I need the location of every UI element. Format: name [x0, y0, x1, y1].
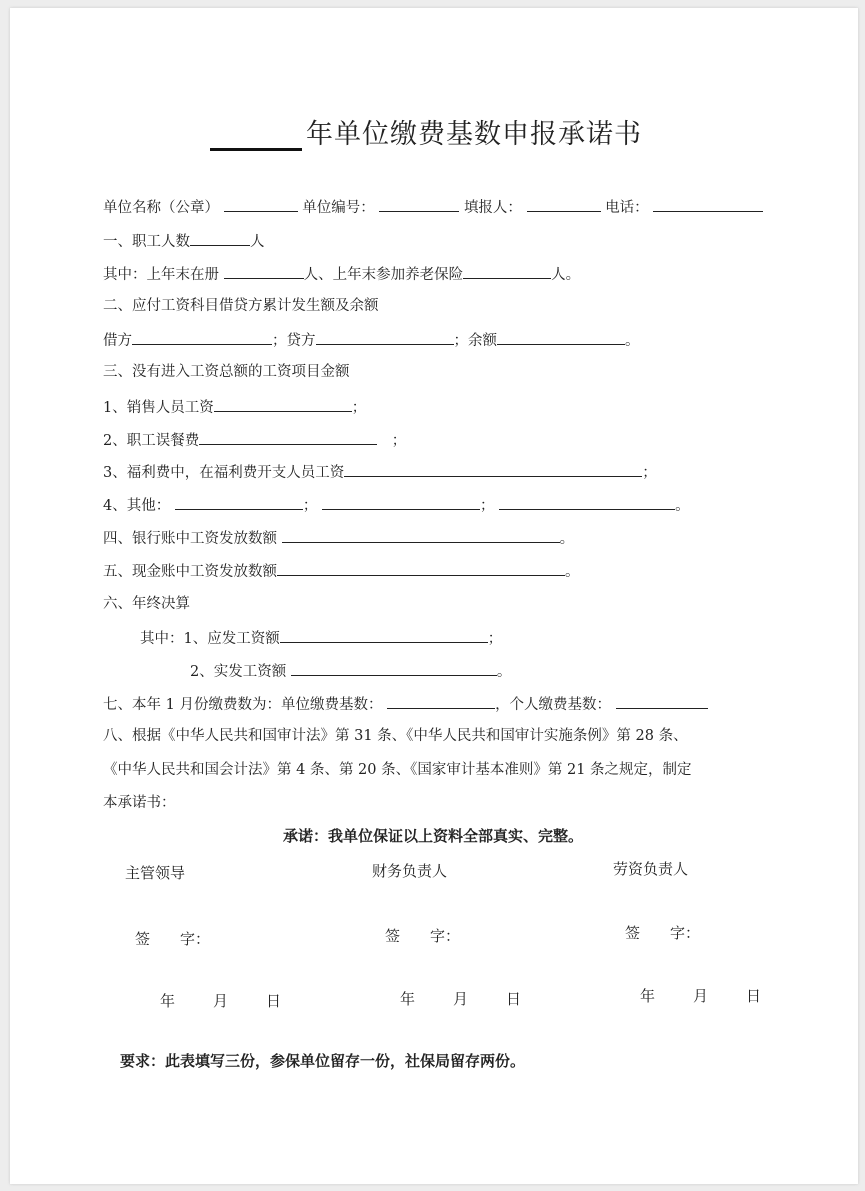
- unit-base-field[interactable]: [387, 693, 495, 709]
- promise-statement: 承诺：我单位保证以上资料全部真实、完整。: [283, 827, 584, 845]
- section6-sub1: [140, 627, 502, 649]
- finance-label: 财务负责人: [372, 862, 448, 880]
- leader-signature-field[interactable]: 签 字：: [135, 930, 211, 948]
- sales-wage-label: 1、销售人员工资: [103, 400, 214, 416]
- month-label: 月: [693, 987, 709, 1005]
- finance-signature-field[interactable]: 签 字：: [385, 927, 461, 945]
- item4-end: 。: [675, 498, 690, 514]
- unit-base-label: 七、本年 1 月份缴费数为：单位缴费基数：: [103, 697, 383, 713]
- section5: [103, 560, 580, 582]
- section6-sub2: [190, 660, 511, 682]
- year-label: 年: [400, 990, 416, 1008]
- item3-end: ；: [642, 465, 657, 481]
- section2-amounts: [103, 329, 640, 351]
- finance-date[interactable]: [400, 988, 521, 1009]
- sales-wage-field[interactable]: [214, 396, 352, 412]
- debit-label: 借方: [103, 333, 132, 349]
- section5-end: 。: [565, 564, 580, 580]
- section6-heading: 六、年终决算: [103, 596, 190, 612]
- gross-pay-field[interactable]: [280, 627, 488, 643]
- staff-count-field[interactable]: [190, 230, 250, 246]
- net-pay-label: 2、实发工资额: [190, 664, 287, 680]
- filler-label: 填报人：: [463, 200, 522, 216]
- year-blank[interactable]: [210, 122, 302, 151]
- section1-heading: [103, 230, 265, 252]
- section1-detail: [103, 263, 580, 285]
- credit-field[interactable]: [316, 329, 454, 345]
- month-label: 月: [213, 992, 229, 1010]
- section8-line1: 八、根据《中华人民共和国审计法》第 31 条、《中华人民共和国审计实施条例》第 28 条、: [103, 728, 688, 744]
- unit-no-field[interactable]: [379, 196, 459, 212]
- unit-name-field[interactable]: [224, 196, 298, 212]
- staff-count-label: 一、职工人数: [103, 234, 190, 250]
- unit-no-label: 单位编号：: [302, 200, 375, 216]
- unit-name-label: 单位名称（公章）: [103, 200, 219, 216]
- meal-allowance-label: 2、职工误餐费: [103, 433, 200, 449]
- leader-date[interactable]: [160, 990, 281, 1011]
- filler-field[interactable]: [527, 196, 601, 212]
- gross-pay-label: 其中：1、应发工资额: [140, 631, 280, 647]
- balance-field[interactable]: [497, 329, 625, 345]
- other-field-3[interactable]: [499, 494, 675, 510]
- other-label: 4、其他：: [103, 498, 171, 514]
- cash-wage-label: 五、现金账中工资发放数额: [103, 564, 277, 580]
- section7: [103, 693, 708, 715]
- welfare-wage-field[interactable]: [344, 461, 642, 477]
- labor-label: 劳资负责人: [613, 860, 689, 878]
- month-label: 月: [453, 990, 469, 1008]
- requirement-note: 要求：此表填写三份，参保单位留存一份，社保局留存两份。: [120, 1052, 526, 1070]
- section4-end: 。: [559, 531, 575, 547]
- section3-item2: [103, 429, 406, 451]
- registered-label: 其中：上年末在册: [103, 267, 219, 283]
- personal-base-label: ，个人缴费基数：: [495, 697, 612, 713]
- day-label: 日: [746, 987, 762, 1005]
- pension-count-field[interactable]: [463, 263, 551, 279]
- other-sep-1: ；: [302, 498, 318, 514]
- title-text: 年单位缴费基数申报承诺书: [306, 119, 642, 150]
- section8-line3: 本承诺书：: [103, 795, 176, 811]
- sub1-end: ；: [487, 631, 503, 647]
- credit-label: ；贷方: [272, 333, 316, 349]
- other-field-1[interactable]: [175, 494, 303, 510]
- debit-field[interactable]: [132, 329, 272, 345]
- phone-label: 电话：: [605, 200, 649, 216]
- document-title: [210, 112, 642, 151]
- year-label: 年: [160, 992, 176, 1010]
- section8-line2: 《中华人民共和国会计法》第 4 条、第 20 条、《国家审计基本准则》第 21 条之规定，制定: [103, 762, 692, 778]
- registered-count-field[interactable]: [224, 263, 304, 279]
- day-label: 日: [506, 990, 522, 1008]
- item2-end: ；: [391, 433, 407, 449]
- section4: [103, 527, 574, 549]
- section2-heading: 二、应付工资科目借贷方累计发生额及余额: [103, 298, 379, 314]
- balance-label: ；余额: [453, 333, 497, 349]
- section3-item1: [103, 396, 366, 418]
- labor-signature-field[interactable]: 签 字：: [625, 924, 701, 942]
- section3-item4: [103, 494, 690, 516]
- section3-item3: [103, 461, 657, 483]
- pension-label: 人、上年末参加养老保险: [303, 267, 464, 283]
- day-label: 日: [266, 992, 282, 1010]
- pension-unit: 人。: [551, 267, 581, 283]
- sub2-end: 。: [496, 664, 512, 680]
- header-row: [103, 196, 763, 218]
- phone-field[interactable]: [653, 196, 763, 212]
- leader-label: 主管领导: [125, 864, 186, 882]
- other-sep-2: ；: [479, 498, 495, 514]
- bank-wage-field[interactable]: [282, 527, 560, 543]
- net-pay-field[interactable]: [291, 660, 497, 676]
- cash-wage-field[interactable]: [277, 560, 565, 576]
- year-label: 年: [640, 987, 656, 1005]
- item1-end: ；: [351, 400, 367, 416]
- other-field-2[interactable]: [322, 494, 480, 510]
- section2-end: 。: [625, 333, 640, 349]
- bank-wage-label: 四、银行账中工资发放数额: [103, 531, 277, 547]
- labor-date[interactable]: [640, 985, 761, 1006]
- meal-allowance-field[interactable]: [199, 429, 377, 445]
- section3-heading: 三、没有进入工资总额的工资项目金额: [103, 364, 350, 380]
- welfare-wage-label: 3、福利费中，在福利费开支人员工资: [103, 465, 345, 481]
- personal-base-field[interactable]: [616, 693, 708, 709]
- staff-count-unit: 人: [250, 234, 265, 250]
